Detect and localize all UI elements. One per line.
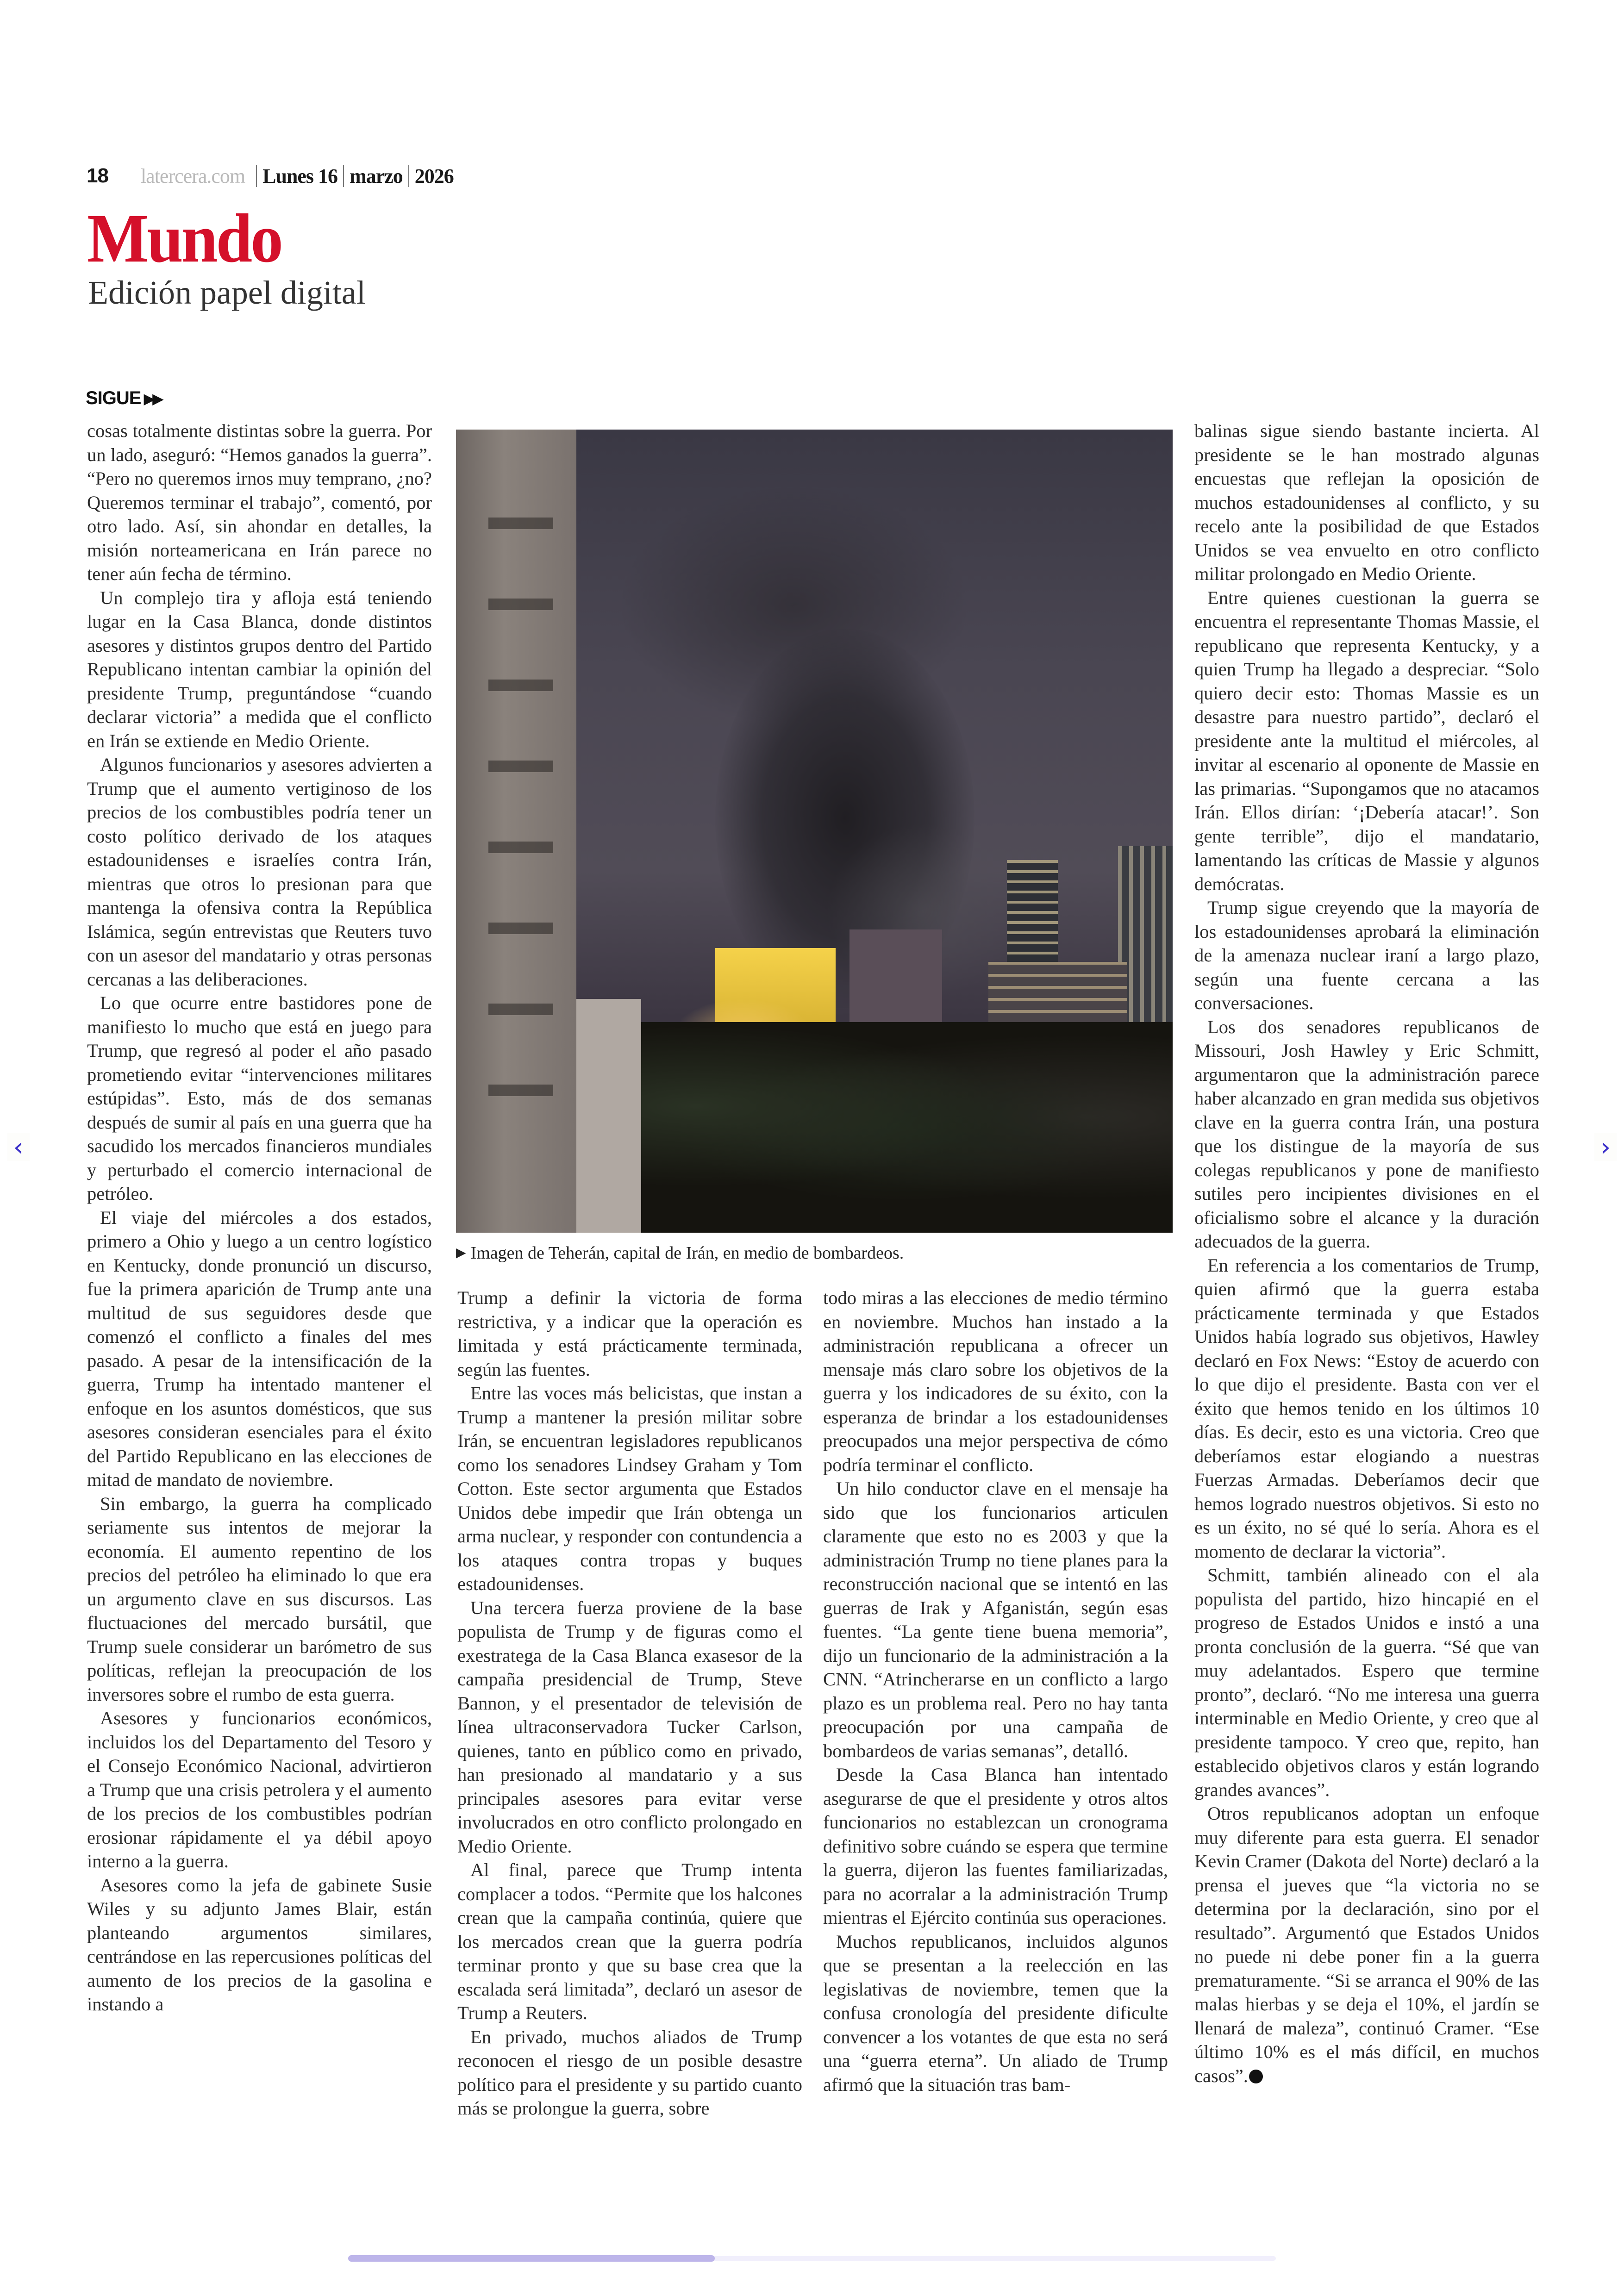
section-subtitle: Edición papel digital xyxy=(88,274,366,311)
paragraph: todo miras a las elecciones de medio término en noviembre. Muchos han instado a la administración republicana a ofrecer un mensaje más claro sobre los objetivos de la guerra y los indicadores de su éxito, con la esperanza de brindar a los estadounidenses preocupados una mejor perspectiva de cómo podría terminar el conflicto. xyxy=(823,1287,1168,1475)
folio-month: marzo xyxy=(350,164,403,187)
paragraph: Un complejo tira y afloja está teniendo lugar en la Casa Blanca, donde distintos asesores y distintos grupos dentro del Partido Republicano intentan cambiar la opinión del presidente Trump, preguntándose “cuando declarar victoria” a medida que el conflicto en Irán se extiende en Medio Oriente. xyxy=(87,587,432,751)
paragraph: Los dos senadores republicanos de Missouri, Josh Hawley y Eric Schmitt, argumentaron que la administración parece haber alcanzado en gran medida sus objetivos clave en la guerra contra Irán, una postura que los distingue de la mayoría de sus colegas republicanos y pone de manifiesto sutiles pero incipientes divisiones en el oficialismo sobre el alcance y la duración adecuados de la guerra. xyxy=(1194,1016,1539,1252)
paragraph: En privado, muchos aliados de Trump reconocen el riesgo de un posible desastre político para el presidente y su partido cuanto más se prolongue la guerra, sobre xyxy=(457,2026,802,2119)
paragraph: cosas totalmente distintas sobre la guerra. Por un lado, aseguró: “Hemos ganados la guerra”. “Pero no queremos irnos muy temprano, ¿no? Queremos terminar el trabajo”, comentó, por otro lado. Así, sin ahondar en detalles, la misión norteamericana en Irán parece no tener aún fecha de término. xyxy=(87,420,432,584)
article-column-3 xyxy=(823,1286,1168,2096)
paragraph: Entre quienes cuestionan la guerra se encuentra el representante Thomas Massie, el republicano que representa Kentucky, y a quien Trump ha llegado a despreciar. “Solo quiero decir esto: Thomas Massie es un desastre para nuestro partido”, declaró el presidente ante la multitud el miércoles, al invitar al escenario al oponente de Massie en las primarias. “Supongamos que no atacamos Irán. Ellos dirían: ‘¡Debería atacar!’. Son gente terrible”, dijo el mandatario, lamentando las críticas de Massie y algunos demócratas. xyxy=(1194,587,1539,894)
continued-text: SIGUE xyxy=(86,388,141,408)
paragraph: Al final, parece que Trump intenta complacer a todos. “Permite que los halcones crean que la campaña continúa, quiere que los mercados crean que la guerra podría terminar pronto y que su base crea que la escalada será limitada”, declaró un asesor de Trump a Reuters. xyxy=(457,1859,802,2023)
paragraph: Asesores como la jefa de gabinete Susie Wiles y su adjunto James Blair, están planteando argumentos similares, centrándose en las repercusiones políticas del aumento de los precios de la gasolina e instando a xyxy=(87,1874,432,2014)
continued-label xyxy=(86,388,161,409)
folio-divider xyxy=(343,165,344,187)
paragraph: Entre las voces más belicistas, que instan a Trump a mantener la presión militar sobre Irán, se encuentran legisladores republicanos como los senadores Lindsey Graham y Tom Cotton. Este sector argumenta que Estados Unidos debe impedir que Irán obtenga un arma nuclear, y responder con contundencia a los ataques contra tropas y buques estadounidenses. xyxy=(457,1383,802,1594)
double-play-arrows-icon: ▶▶ xyxy=(144,390,161,407)
folio-divider xyxy=(408,165,409,187)
page-number: 18 xyxy=(87,164,108,187)
article-photo xyxy=(456,430,1173,1233)
paragraph: En referencia a los comentarios de Trump, quien afirmó que la guerra estaba prácticamente terminada y que Estados Unidos había logrado sus objetivos, Hawley declaró en Fox News: “Estoy de acuerdo con lo que dijo el presidente. Basta con ver el éxito que hemos tenido en los últimos 10 días. Es decir, esto es una victoria. Creo que deberíamos estar elogiando a nuestras Fuerzas Armadas. Deberíamos decir que hemos logrado nuestros objetivos. Si esto no es un éxito, no sé qué lo sería. Ahora es el momento de declarar la victoria”. xyxy=(1194,1254,1539,1562)
paragraph: Algunos funcionarios y asesores advierten a Trump que el aumento vertiginoso de los precios de los combustibles podría tener un costo político derivado de los ataques estadounidenses e israelíes contra Irán, mientras que otros lo presionan para que mantenga la ofensiva contra la República Islámica, según entrevistas que Reuters tuvo con un asesor del mandatario y otras personas cercanas a las deliberaciones. xyxy=(87,754,432,990)
next-page-button[interactable] xyxy=(1594,1133,1617,1161)
paragraph: Una tercera fuerza proviene de la base populista de Trump y de figuras como el exestratega de la Casa Blanca exasesor de la campaña presidencial de Trump, Steve Bannon, y el presentador de televisión de línea ultraconservadora Tucker Carlson, quienes, tanto en público como en privado, han presionado al mandatario y a sus principales asesores para evitar verse involucrados en otro conflicto prolongado en Medio Oriente. xyxy=(457,1597,802,1857)
paragraph: Trump sigue creyendo que la mayoría de los estadounidenses aprobará la eliminación de la amenaza nuclear iraní a largo plazo, según una fuente cercana a las conversaciones. xyxy=(1194,897,1539,1013)
previous-page-button[interactable] xyxy=(7,1133,30,1161)
paragraph: Muchos republicanos, incluidos algunos que se presentan a la reelección en las legislativas de noviembre, temen que la confusa cronología del presidente dificulte convencer a los votantes de que esta no será una “guerra eterna”. Un aliado de Trump afirmó que la situación tras bam- xyxy=(823,1931,1168,2095)
folio-day: Lunes 16 xyxy=(262,164,338,187)
article-column-4 xyxy=(1194,419,1539,2088)
paragraph: El viaje del miércoles a dos estados, primero a Ohio y luego a un centro logístico en Kentucky, donde pronunció un discurso, fue la primera aparición de Trump ante una multitud de sus seguidores desde que comenzó el conflicto a finales del mes pasado. A pesar de la intensificación de la guerra, Trump ha intentado mantener el enfoque en los asuntos domésticos, que sus asesores consideran esenciales para el éxito del Partido Republicano en las elecciones de mitad de mandato de noviembre. xyxy=(87,1207,432,1490)
paragraph: Lo que ocurre entre bastidores pone de manifiesto lo mucho que está en juego para Trump, que regresó al poder el año pasado prometiendo evitar “intervenciones militares estúpidas”. Esto, más de dos semanas después de sumir al país en una guerra que ha sacudido los mercados financieros mundiales y perturbado el comercio internacional de petróleo. xyxy=(87,992,432,1204)
paragraph: Sin embargo, la guerra ha complicado seriamente sus intentos de mejorar la economía. El aumento repentino de los precios del petróleo ha eliminado lo que era un argumento clave en sus discursos. Las fluctuaciones del mercado bursátil, que Trump suele considerar un barómetro de sus políticas, reflejan la preocupación de los inversores sobre el rumbo de esta guerra. xyxy=(87,1493,432,1705)
page-folio xyxy=(87,162,454,190)
photo-balcony xyxy=(576,999,641,1233)
chevron-right-icon: › xyxy=(1600,1132,1611,1162)
caption-text: Imagen de Teherán, capital de Irán, en medio de bombardeos. xyxy=(470,1243,904,1263)
end-of-article-icon xyxy=(1249,2070,1263,2083)
paragraph: balinas sigue siendo bastante incierta. Al presidente se le han mostrado algunas encuestas que reflejan la oposición de muchos estadounidenses al conflicto, y su recelo ante la posibilidad de que Estados Unidos se vea envuelto en otro conflicto militar prolongado en Medio Oriente. xyxy=(1194,420,1539,584)
paragraph-text: Otros republicanos adoptan un enfoque muy diferente para esta guerra. El senador Kevin Cramer (Dakota del Norte) declaró a la prensa el jueves que “la victoria no se determina por la declaración, sino por el resultado”. Argumentó que Estados Unidos no puede ni debe poner fin a la guerra prematuramente. “Si se arranca el 90% de las malas hierbas y se deja el 10%, el jardín se llenará de maleza”, continuó Cramer. “Ese último 10% es el más difícil, en muchos casos”. xyxy=(1194,1803,1539,2086)
paragraph: Un hilo conductor clave en el mensaje ha sido que los funcionarios articulen claramente que esto no es 2003 y que la administración Trump no tiene planes para la reconstrucción nacional que se intentó en las guerras de Irak y Afganistán, según esas fuentes. “La gente tiene buena memoria”, dijo un funcionario de la administración a la CNN. “Atrincherarse en un conflicto a largo plazo es un problema real. Pero no hay tanta preocupación por una campaña de bombardeos de varias semanas”, detalló. xyxy=(823,1478,1168,1761)
page-progress-fill[interactable] xyxy=(348,2255,715,2262)
article-column-2 xyxy=(457,1286,802,2120)
photo-window-bands xyxy=(488,448,553,1142)
chevron-left-icon: ‹ xyxy=(13,1132,24,1162)
paragraph: Desde la Casa Blanca han intentado asegurarse de que el presidente y otros altos funcionarios no establezcan un cronograma definitivo sobre cuándo se espera que termine la guerra, dijeron las fuentes familiarizadas, para no acorralar a la administración Trump mientras el Ejército continúa sus operaciones. xyxy=(823,1764,1168,1928)
article-column-1 xyxy=(87,419,432,2016)
folio-year: 2026 xyxy=(414,164,454,187)
paragraph: Trump a definir la victoria de forma restrictiva, y a indicar que la operación es limitada y está prácticamente terminada, según las fuentes. xyxy=(457,1287,802,1380)
paragraph: Asesores y funcionarios económicos, incluidos los del Departamento del Tesoro y el Consejo Económico Nacional, advirtieron a Trump que una crisis petrolera y el aumento de los precios de los combustibles podrían erosionar rápidamente el ya débil apoyo interno a la guerra. xyxy=(87,1708,432,1871)
paragraph: Schmitt, también alineado con el ala populista del partido, hizo hincapié en el progreso de Estados Unidos e instó a una pronta conclusión de la guerra. “Sé que van muy adelantados. Espero que termine pronto”, declaró. “No me interesa una guerra interminable en Medio Oriente, y creo que al presidente tampoco. Y creo que, repito, han establecido objetivos claros y están logrando grandes avances”. xyxy=(1194,1565,1539,1800)
folio-divider xyxy=(256,165,257,187)
play-triangle-icon: ▶ xyxy=(456,1246,466,1260)
section-title: Mundo xyxy=(87,200,282,277)
site-name: latercera.com xyxy=(140,164,245,187)
photo-caption xyxy=(456,1242,904,1264)
photo-trees xyxy=(576,1022,1173,1233)
paragraph xyxy=(1194,1802,1539,2088)
